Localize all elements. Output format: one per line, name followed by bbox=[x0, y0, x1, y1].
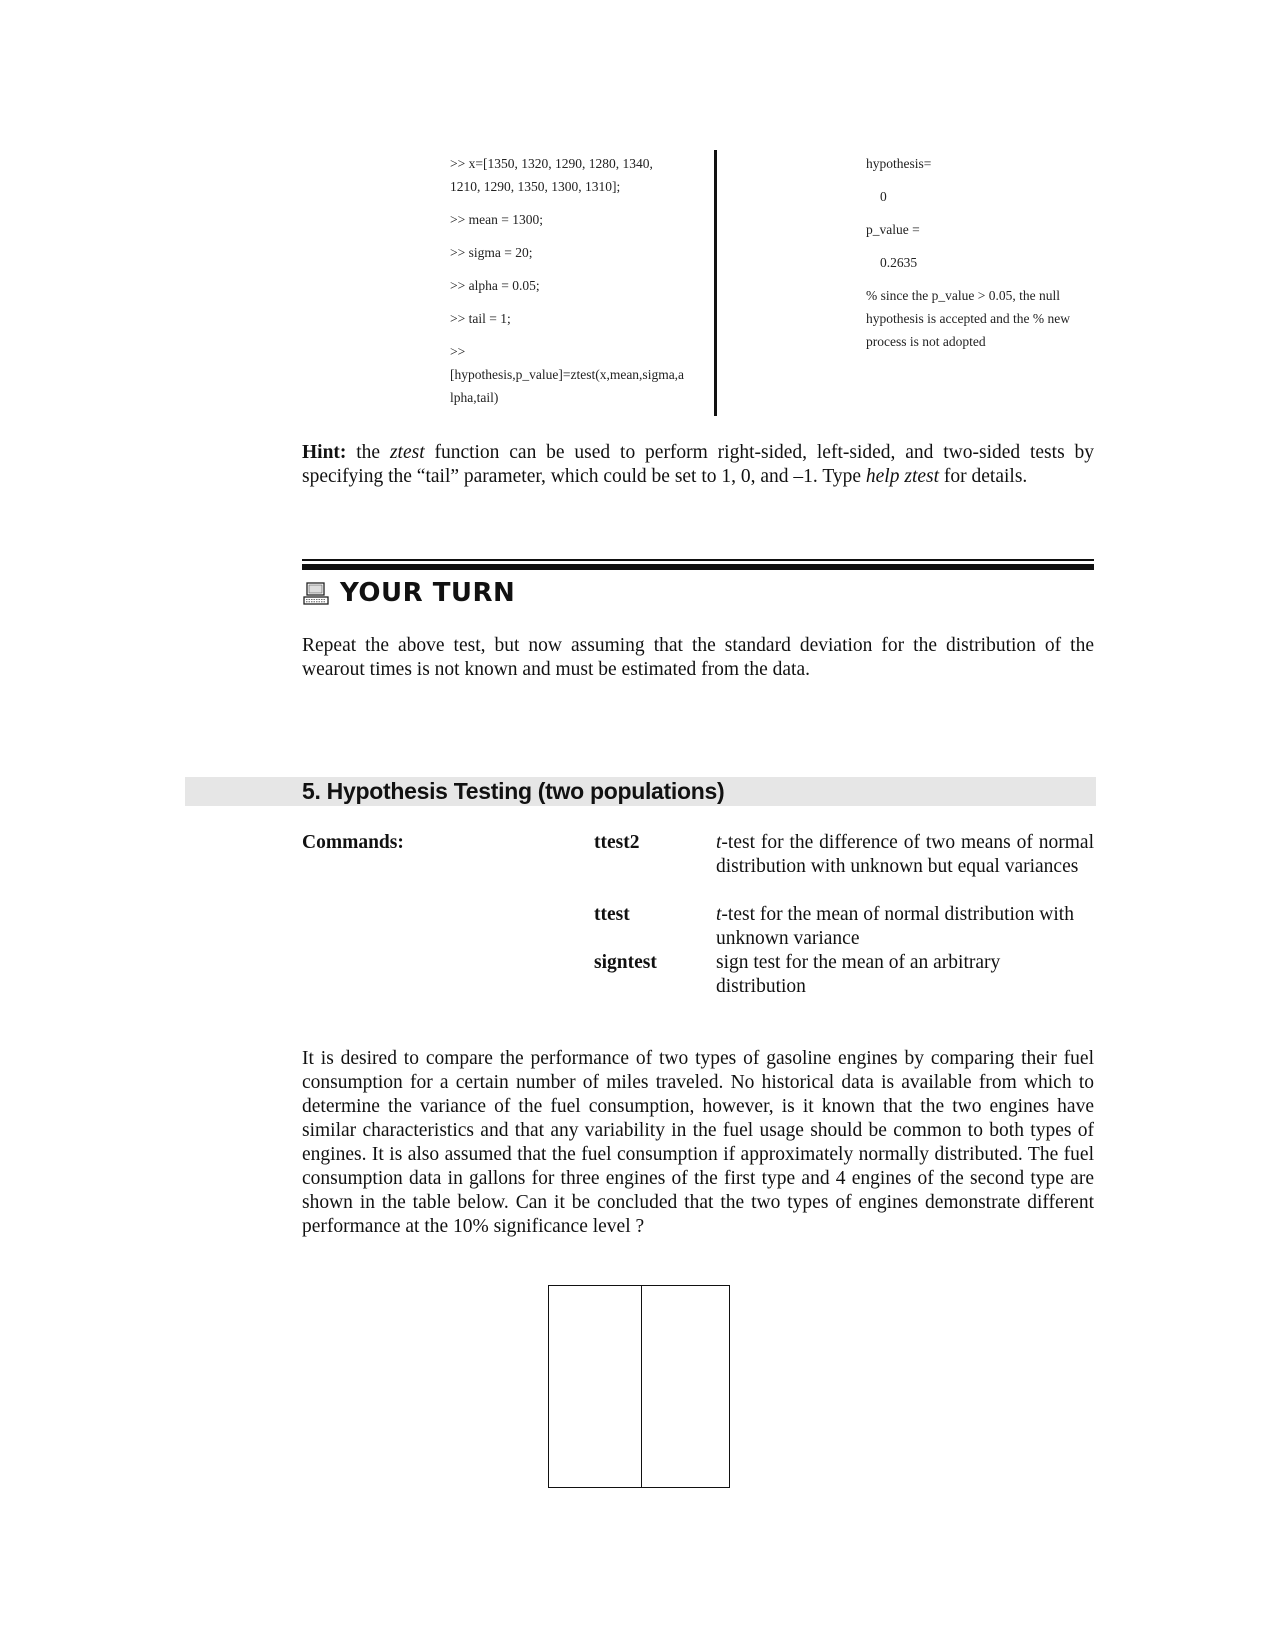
your-turn-text: Repeat the above test, but now assuming that the standard deviation for the distribution of the wearout times is not known and must be estimated from the data. bbox=[302, 635, 1094, 680]
code-line: >> bbox=[450, 344, 466, 359]
command-name: ttest bbox=[594, 904, 630, 925]
command-name: signtest bbox=[594, 952, 657, 973]
commands-label: Commands: bbox=[302, 832, 404, 853]
section-rule-thin bbox=[302, 559, 1094, 561]
code-line: >> tail = 1; bbox=[450, 311, 511, 326]
hint-text: function can be used to perform right-sided, left-sided, and two-sided tests by specifying the “tail” parameter, which could be set to 1, 0, and –1. Type bbox=[302, 442, 1094, 487]
problem-paragraph: It is desired to compare the performance of two types of gasoline engines by comparing their fuel consumption for a certain number of miles traveled. No historical data is available from which to determine the variance of the fuel consumption, however, is it known that the two engines have similar characteristics and that any variability in the fuel usage should be common to both types of engines. It is also assumed that the fuel consumption if approximately normally distributed. The fuel consumption data in gallons for three engines of the first type and 4 engines of the second type are shown in the table below. Can it be concluded that the two types of engines demonstrate different performance at the 10% significance level ? bbox=[302, 1048, 1094, 1237]
code-line: >> x=[1350, 1320, 1290, 1280, 1340, 1210, 1290, 1350, 1300, 1310]; bbox=[450, 156, 653, 194]
hint-help-command: help ztest bbox=[865, 466, 940, 487]
hypothesis-label: hypothesis= bbox=[866, 156, 932, 171]
section-rule-thick bbox=[302, 564, 1094, 570]
computer-icon bbox=[303, 582, 329, 606]
code-comment: % since the p_value > 0.05, the null hypothesis is accepted and the % new process is not adopted bbox=[866, 288, 1070, 349]
code-output-block bbox=[866, 152, 1096, 353]
code-line: >> mean = 1300; bbox=[450, 212, 543, 227]
code-line: [hypothesis,p_value]=ztest(x,mean,sigma,alpha,tail) bbox=[450, 367, 685, 405]
command-description: t-test for the difference of two means of normal distribution with unknown but equal variances bbox=[716, 832, 1094, 877]
command-name: ttest2 bbox=[594, 832, 640, 853]
p-value-label: p_value = bbox=[866, 222, 920, 237]
code-input-block bbox=[450, 152, 685, 409]
hint-function-name: ztest bbox=[389, 442, 425, 463]
data-table bbox=[548, 1285, 730, 1488]
table-column-divider bbox=[641, 1285, 642, 1488]
hint-text: for details. bbox=[939, 466, 1028, 487]
code-line: >> sigma = 20; bbox=[450, 245, 533, 260]
hint-label: Hint: bbox=[302, 442, 347, 463]
hint-paragraph bbox=[302, 441, 1094, 489]
code-line: >> alpha = 0.05; bbox=[450, 278, 540, 293]
code-divider bbox=[714, 150, 717, 416]
command-description: t-test for the mean of normal distribution with unknown variance bbox=[716, 904, 1074, 949]
hypothesis-value: 0 bbox=[880, 189, 887, 204]
hint-text: the bbox=[346, 442, 390, 463]
command-description: sign test for the mean of an arbitrary distribution bbox=[716, 952, 1001, 997]
section-title: 5. Hypothesis Testing (two populations) bbox=[302, 778, 725, 804]
p-value-value: 0.2635 bbox=[880, 255, 918, 270]
your-turn-title: YOUR TURN bbox=[340, 578, 516, 608]
